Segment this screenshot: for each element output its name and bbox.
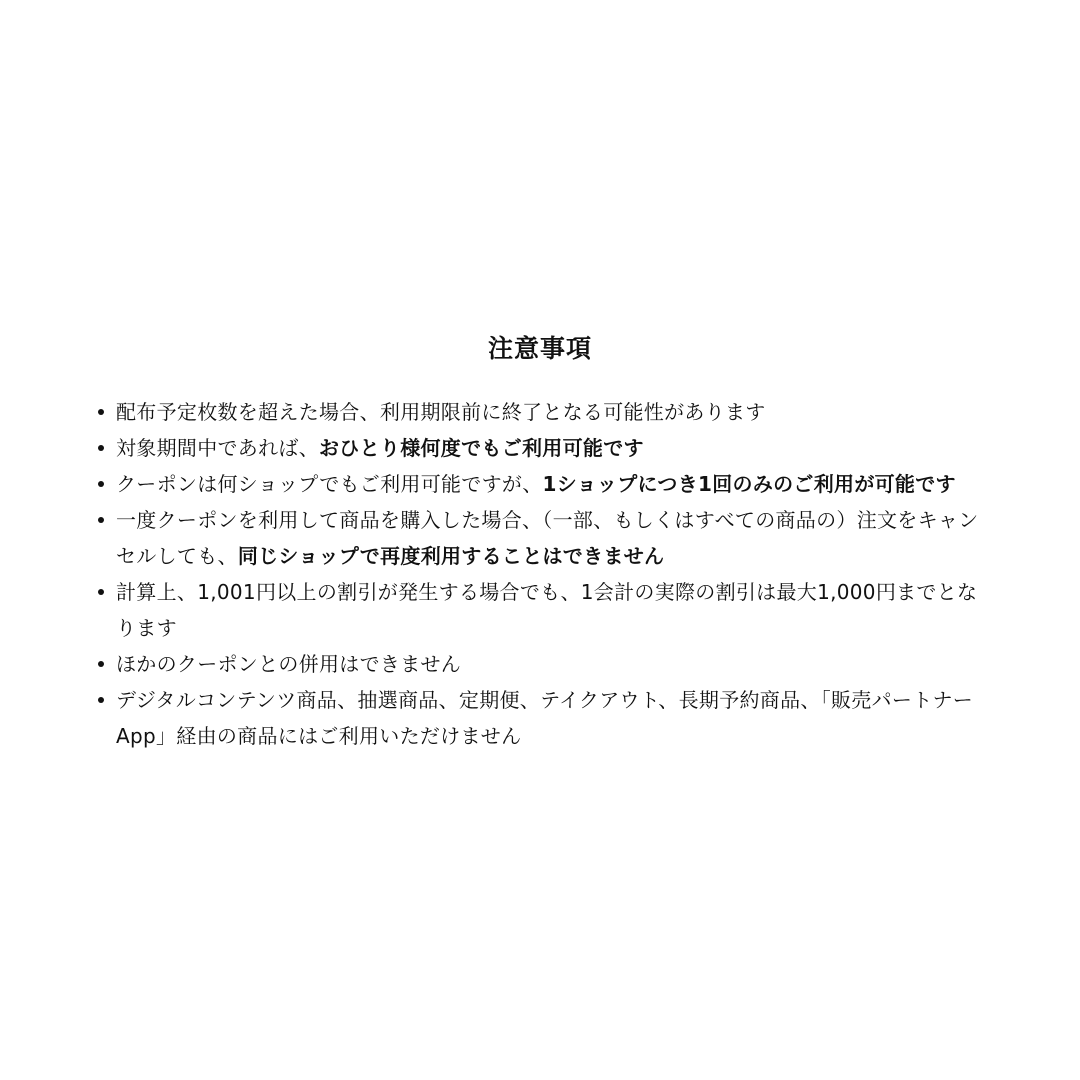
notice-section bbox=[0, 330, 1080, 754]
notice-item bbox=[116, 682, 996, 754]
bullet-dot-icon bbox=[96, 502, 106, 538]
notice-emphasis: 同じショップで再度利用することはできません bbox=[237, 544, 665, 568]
notice-emphasis: おひとり様何度でもご利用可能です bbox=[319, 436, 644, 460]
bullet-dot-icon bbox=[96, 646, 106, 682]
notice-text: ほかのクーポンとの併用はできません bbox=[116, 652, 462, 676]
bullet-dot-icon bbox=[96, 466, 106, 502]
notice-item bbox=[116, 394, 996, 430]
notice-emphasis: 1ショップにつき1回のみのご利用が可能です bbox=[542, 472, 956, 496]
notice-list bbox=[0, 394, 996, 754]
notice-item bbox=[116, 574, 996, 646]
notice-text: デジタルコンテンツ商品、抽選商品、定期便、テイクアウト、長期予約商品、「販売パートナー App」経由の商品にはご利用いただけません bbox=[116, 688, 974, 748]
notice-text: 配布予定枚数を超えた場合、利用期限前に終了となる可能性があります bbox=[116, 400, 766, 424]
notice-title: 注意事項 bbox=[487, 334, 592, 363]
notice-item bbox=[116, 502, 996, 574]
notice-text: 一度クーポンを利用して商品を購入した場合、（一部、もしくはすべての商品の）注文をキャンセルしても、 bbox=[116, 508, 979, 568]
bullet-dot-icon bbox=[96, 430, 106, 466]
notice-text: 計算上、1,001円以上の割引が発生する場合でも、1会計の実際の割引は最大1,000円までとなります bbox=[116, 580, 978, 640]
notice-text: クーポンは何ショップでもご利用可能ですが、 bbox=[116, 472, 543, 496]
notice-item bbox=[116, 646, 996, 682]
notice-item bbox=[116, 466, 996, 502]
bullet-dot-icon bbox=[96, 394, 106, 430]
bullet-dot-icon bbox=[96, 682, 106, 718]
notice-text: 対象期間中であれば、 bbox=[116, 436, 319, 460]
notice-item bbox=[116, 430, 996, 466]
bullet-dot-icon bbox=[96, 574, 106, 610]
